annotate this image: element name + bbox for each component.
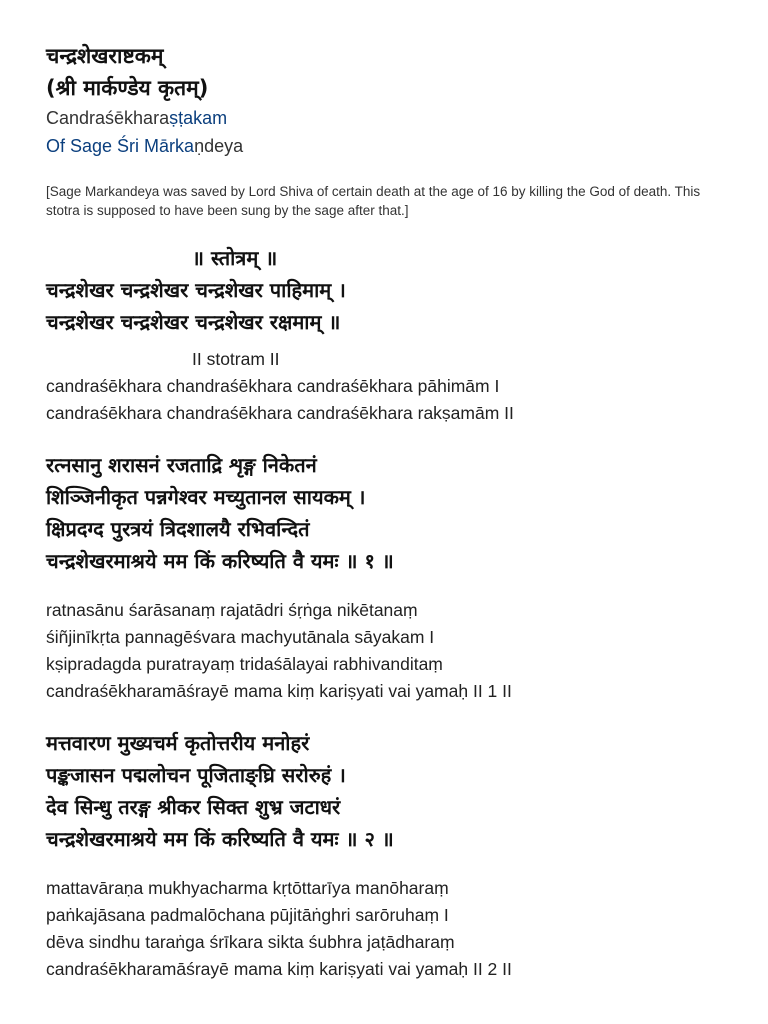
verse2-line-latin: mattavāraṇa mukhyacharma kṛtōttarīya manōharaṃ	[46, 878, 449, 898]
subtitle-latin-part1: Of Sage Śri Mārka	[46, 136, 195, 156]
stotram-line-latin: candraśēkhara chandraśēkhara candraśēkhara pāhimām I	[46, 376, 500, 396]
verse2-line-devanagari: पङ्कजासन पद्मलोचन पूजिताङ्घ्रि सरोरुहं ।	[46, 763, 346, 787]
verse2-line-latin: paṅkajāsana padmalōchana pūjitāṅghri sarōruhaṃ I	[46, 905, 449, 925]
subtitle-latin-part2: ṇdeya	[194, 136, 244, 156]
subtitle-devanagari: (श्री मार्कण्डेय कृतम्)	[46, 76, 209, 100]
stotram-line-latin: candraśēkhara chandraśēkhara candraśēkhara rakṣamām II	[46, 403, 514, 423]
stotram-line-devanagari: चन्द्रशेखर चन्द्रशेखर चन्द्रशेखर पाहिमाम् ।	[46, 278, 346, 302]
verse2-line-devanagari: मत्तवारण मुख्यचर्म कृतोत्तरीय मनोहरं	[46, 731, 310, 755]
verse1-line-devanagari: रत्नसानु शरासनं रजताद्रि शृङ्ग निकेतनं	[46, 453, 317, 477]
verse2-line-latin: dēva sindhu taraṅga śrīkara sikta śubhra jaṭādharaṃ	[46, 932, 455, 952]
verse2-line-devanagari: देव सिन्धु तरङ्ग श्रीकर सिक्त शुभ्र जटाधरं	[46, 795, 341, 819]
document-page	[46, 40, 746, 983]
title-latin-part1: Candraśēkhara	[46, 108, 170, 128]
title-devanagari: चन्द्रशेखराष्टकम्	[46, 44, 164, 68]
verse1-line-latin: candraśēkharamāśrayē mama kiṃ kariṣyati vai yamaḥ II 1 II	[46, 681, 512, 701]
subtitle-latin	[46, 132, 746, 160]
verse2-latin-block	[46, 875, 746, 983]
stotram-latin-block	[46, 346, 746, 427]
verse1-line-devanagari: चन्द्रशेखरमाश्रये मम किं करिष्यति वै यमः ॥ १ ॥	[46, 549, 394, 573]
verse1-line-latin: ratnasānu śarāsanaṃ rajatādri śṛṅga nikētanaṃ	[46, 600, 418, 620]
verse2-devanagari-block	[46, 727, 746, 855]
stotram-line-devanagari: चन्द्रशेखर चन्द्रशेखर चन्द्रशेखर रक्षमाम् ॥	[46, 310, 341, 334]
verse1-line-latin: kṣipradagda puratrayaṃ tridaśālayai rabhivanditaṃ	[46, 654, 443, 674]
verse2-line-devanagari: चन्द्रशेखरमाश्रये मम किं करिष्यति वै यमः ॥ २ ॥	[46, 827, 394, 851]
title-latin	[46, 104, 746, 132]
verse1-line-devanagari: शिञ्जिनीकृत पन्नगेश्वर मच्युतानल सायकम् ।	[46, 485, 366, 509]
stotram-devanagari-block	[46, 242, 746, 338]
stotram-heading-latin: II stotram II	[192, 349, 280, 369]
verse1-line-devanagari: क्षिप्रदग्द पुरत्रयं त्रिदशालयै रभिवन्दितं	[46, 517, 310, 541]
verse1-devanagari-block	[46, 449, 746, 577]
stotram-heading-devanagari: ॥ स्तोत्रम् ॥	[192, 246, 278, 270]
verse1-line-latin: śiñjinīkṛta pannagēśvara machyutānala sāyakam I	[46, 627, 435, 647]
title-block	[46, 40, 746, 160]
title-latin-part2: ṣṭakam	[169, 108, 228, 128]
introduction-note: [Sage Markandeya was saved by Lord Shiva of certain death at the age of 16 by killing the God of death. This stotra is supposed to have been sung by the sage after that.]	[46, 184, 701, 218]
verse2-line-latin: candraśēkharamāśrayē mama kiṃ kariṣyati vai yamaḥ II 2 II	[46, 959, 512, 979]
verse1-latin-block	[46, 597, 746, 705]
